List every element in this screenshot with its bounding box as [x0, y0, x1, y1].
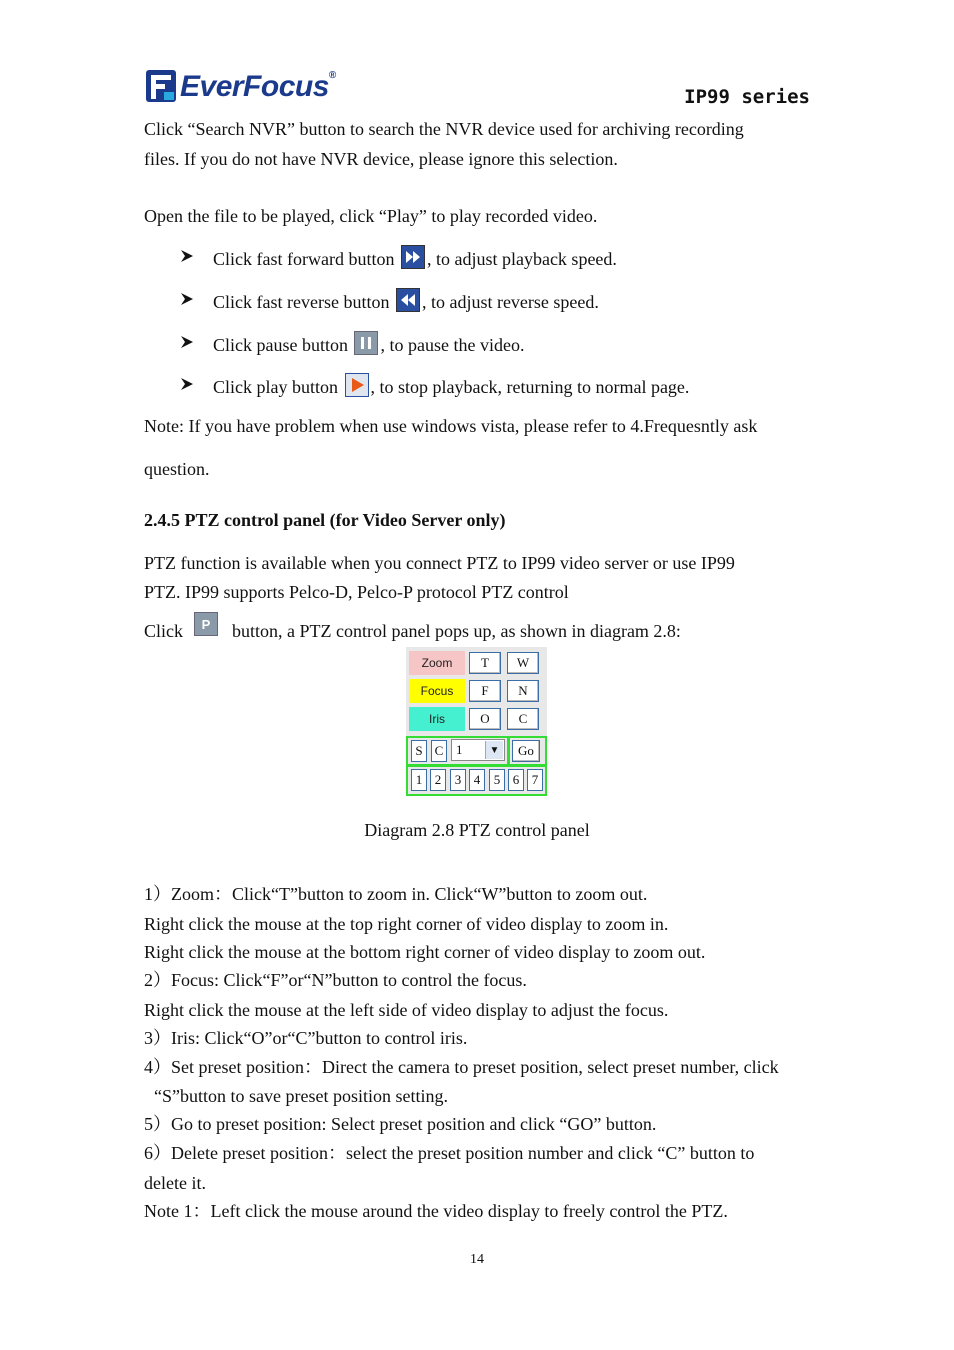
clear-preset-button[interactable]: C	[431, 740, 447, 762]
arrow-bullet-icon	[180, 335, 194, 349]
list-line: 5）Go to preset position: Select preset position and click “GO” button.	[144, 1114, 657, 1134]
list-line: Right click the mouse at the left side of video display to adjust the focus.	[144, 1000, 669, 1020]
save-preset-button[interactable]: S	[411, 740, 427, 762]
go-preset-button[interactable]: Go	[512, 740, 540, 762]
bullet-fast-forward: Click fast forward button , to adjust playback speed.	[213, 245, 617, 270]
bullet-fast-reverse: Click fast reverse button , to adjust reverse speed.	[213, 288, 599, 313]
list-line: Note 1：Left click the mouse around the video display to freely control the PTZ.	[144, 1201, 728, 1221]
arrow-bullet-icon	[180, 377, 194, 391]
fast-forward-icon	[401, 245, 425, 269]
section-paragraph-2: PTZ. IP99 supports Pelco-D, Pelco-P protocol PTZ control	[144, 582, 569, 602]
note-line-2: question.	[144, 459, 210, 479]
list-line: “S”button to save preset position setting.	[154, 1086, 448, 1106]
click-ptz-line: Click P button, a PTZ control panel pops up, as shown in diagram 2.8:	[144, 612, 681, 642]
iris-open-button[interactable]: O	[469, 708, 501, 730]
preset-button-1[interactable]: 1	[411, 769, 427, 791]
bullet-play: Click play button , to stop playback, returning to normal page.	[213, 373, 689, 398]
list-line: 4）Set preset position：Direct the camera to preset position, select preset number, click	[144, 1057, 779, 1077]
focus-far-button[interactable]: F	[469, 680, 501, 702]
list-line: 3）Iris: Click“O”or“C”button to control iris.	[144, 1028, 468, 1048]
list-line: 2）Focus: Click“F”or“N”button to control the focus.	[144, 970, 527, 990]
section-heading: 2.4.5 PTZ control panel (for Video Server only)	[144, 510, 506, 530]
fast-reverse-icon	[396, 288, 420, 312]
preset-button-4[interactable]: 4	[469, 769, 485, 791]
list-line: delete it.	[144, 1173, 206, 1193]
list-line: Right click the mouse at the bottom right corner of video display to zoom out.	[144, 942, 706, 962]
everfocus-logo-icon	[144, 68, 178, 104]
note-line-1: Note: If you have problem when use windows vista, please refer to 4.Frequesntly ask	[144, 416, 758, 436]
open-file-text: Open the file to be played, click “Play” to play recorded video.	[144, 206, 598, 226]
iris-label: Iris	[409, 707, 465, 731]
play-icon	[345, 373, 369, 397]
svg-text:P: P	[201, 617, 210, 632]
zoom-label: Zoom	[409, 651, 465, 675]
zoom-out-button[interactable]: W	[507, 652, 539, 674]
preset-button-7[interactable]: 7	[527, 769, 543, 791]
ptz-control-panel	[406, 647, 547, 796]
arrow-bullet-icon	[180, 292, 194, 306]
iris-close-button[interactable]: C	[507, 708, 539, 730]
arrow-bullet-icon	[180, 249, 194, 263]
list-line: 6）Delete preset position：select the preset position number and click “C” button to	[144, 1143, 755, 1163]
page-number: 14	[470, 1252, 484, 1267]
intro-line-1: Click “Search NVR” button to search the NVR device used for archiving recording	[144, 119, 744, 139]
pause-icon	[354, 331, 378, 355]
list-line: 1）Zoom：Click“T”button to zoom in. Click“W”button to zoom out.	[144, 884, 648, 904]
preset-button-6[interactable]: 6	[508, 769, 524, 791]
section-paragraph-1: PTZ function is available when you connect PTZ to IP99 video server or use IP99	[144, 553, 735, 573]
focus-near-button[interactable]: N	[507, 680, 539, 702]
preset-button-5[interactable]: 5	[489, 769, 505, 791]
zoom-in-button[interactable]: T	[469, 652, 501, 674]
preset-button-2[interactable]: 2	[430, 769, 446, 791]
preset-button-3[interactable]: 3	[450, 769, 466, 791]
chevron-down-icon[interactable]: ▼	[485, 741, 503, 759]
bullet-pause: Click pause button , to pause the video.	[213, 331, 524, 356]
diagram-caption: Diagram 2.8 PTZ control panel	[364, 820, 590, 840]
brand-logo-text: EverFocus®	[180, 70, 336, 103]
intro-line-2: files. If you do not have NVR device, please ignore this selection.	[144, 149, 618, 169]
list-line: Right click the mouse at the top right corner of video display to zoom in.	[144, 914, 669, 934]
series-title: IP99 series	[684, 86, 810, 108]
focus-label: Focus	[409, 679, 465, 703]
preset-select[interactable]: 1 ▼	[451, 739, 505, 761]
ptz-p-icon	[194, 612, 218, 636]
